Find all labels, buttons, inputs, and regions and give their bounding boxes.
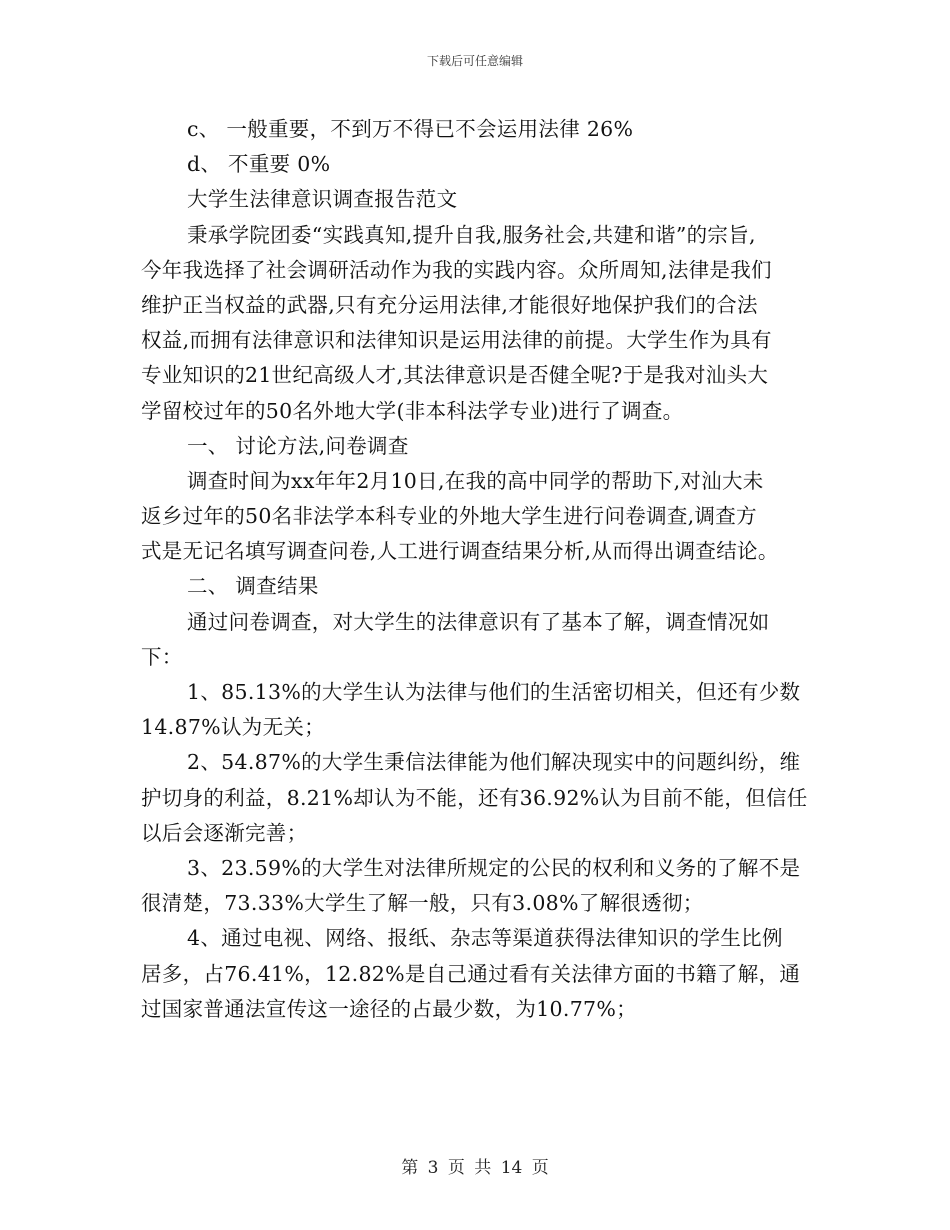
- text-line: 调查时间为xx年年2月10日,在我的高中同学的帮助下,对汕大未: [187, 468, 764, 493]
- section-title: 大学生法律意识调查报告范文: [187, 187, 458, 212]
- text-line: 今年我选择了社会调研活动作为我的实践内容。众所周知,法律是我们: [141, 257, 772, 282]
- text-line: 很清楚，73.33%大学生了解一般，只有3.08%了解很透彻；: [141, 891, 704, 916]
- text-line: 下：: [141, 644, 183, 669]
- text-line: 以后会逐渐完善；: [141, 820, 308, 845]
- text-line: 秉承学院团委“实践真知,提升自我,服务社会,共建和谐”的宗旨,: [187, 222, 756, 247]
- list-item: 4、通过电视、网络、报纸、杂志等渠道获得法律知识的学生比例: [187, 926, 783, 951]
- text-line: d、 不重要 0%: [187, 152, 331, 177]
- text-line: 过国家普通法宣传这一途径的占最少数，为10.77%；: [141, 996, 637, 1021]
- text-line: 权益,而拥有法律意识和法律知识是运用法律的前提。大学生作为具有: [141, 328, 772, 353]
- page-header-note: 下载后可任意编辑: [426, 54, 523, 68]
- text-line: 居多，占76.41%，12.82%是自己通过看有关法律方面的书籍了解，通: [141, 961, 801, 986]
- text-line: 式是无记名填写调查问卷,人工进行调查结果分析,从而得出调查结论。: [141, 539, 779, 564]
- text-line: c、 一般重要，不到万不得已不会运用法律 26%: [187, 117, 634, 141]
- text-line: 学留校过年的50名外地大学(非本科法学专业)进行了调查。: [141, 398, 684, 423]
- list-item: 1、85.13%的大学生认为法律与他们的生活密切相关，但还有少数: [187, 680, 801, 704]
- section-heading: 一、 讨论方法,问卷调查: [187, 433, 409, 458]
- list-item: 2、54.87%的大学生秉信法律能为他们解决现实中的问题纠纷，维: [187, 750, 801, 775]
- text-line: 专业知识的21世纪高级人才,其法律意识是否健全呢?于是我对汕头大: [141, 363, 769, 388]
- text-line: 护切身的利益，8.21%却认为不能，还有36.92%认为目前不能，但信任: [141, 785, 808, 810]
- document-body: [141, 112, 811, 1027]
- text-line: 14.87%认为无关；: [141, 715, 325, 740]
- section-heading: 二、 调查结果: [187, 574, 319, 599]
- text-line: 通过问卷调查，对大学生的法律意识有了基本了解，调查情况如: [187, 609, 770, 634]
- text-line: 维护正当权益的武器,只有充分运用法律,才能很好地保护我们的合法: [141, 292, 758, 317]
- list-item: 3、23.59%的大学生对法律所规定的公民的权利和义务的了解不是: [187, 855, 801, 880]
- text-line: 返乡过年的50名非法学本科专业的外地大学生进行问卷调查,调查方: [141, 504, 757, 529]
- page-number-footer: 第 3 页 共 14 页: [401, 1158, 549, 1178]
